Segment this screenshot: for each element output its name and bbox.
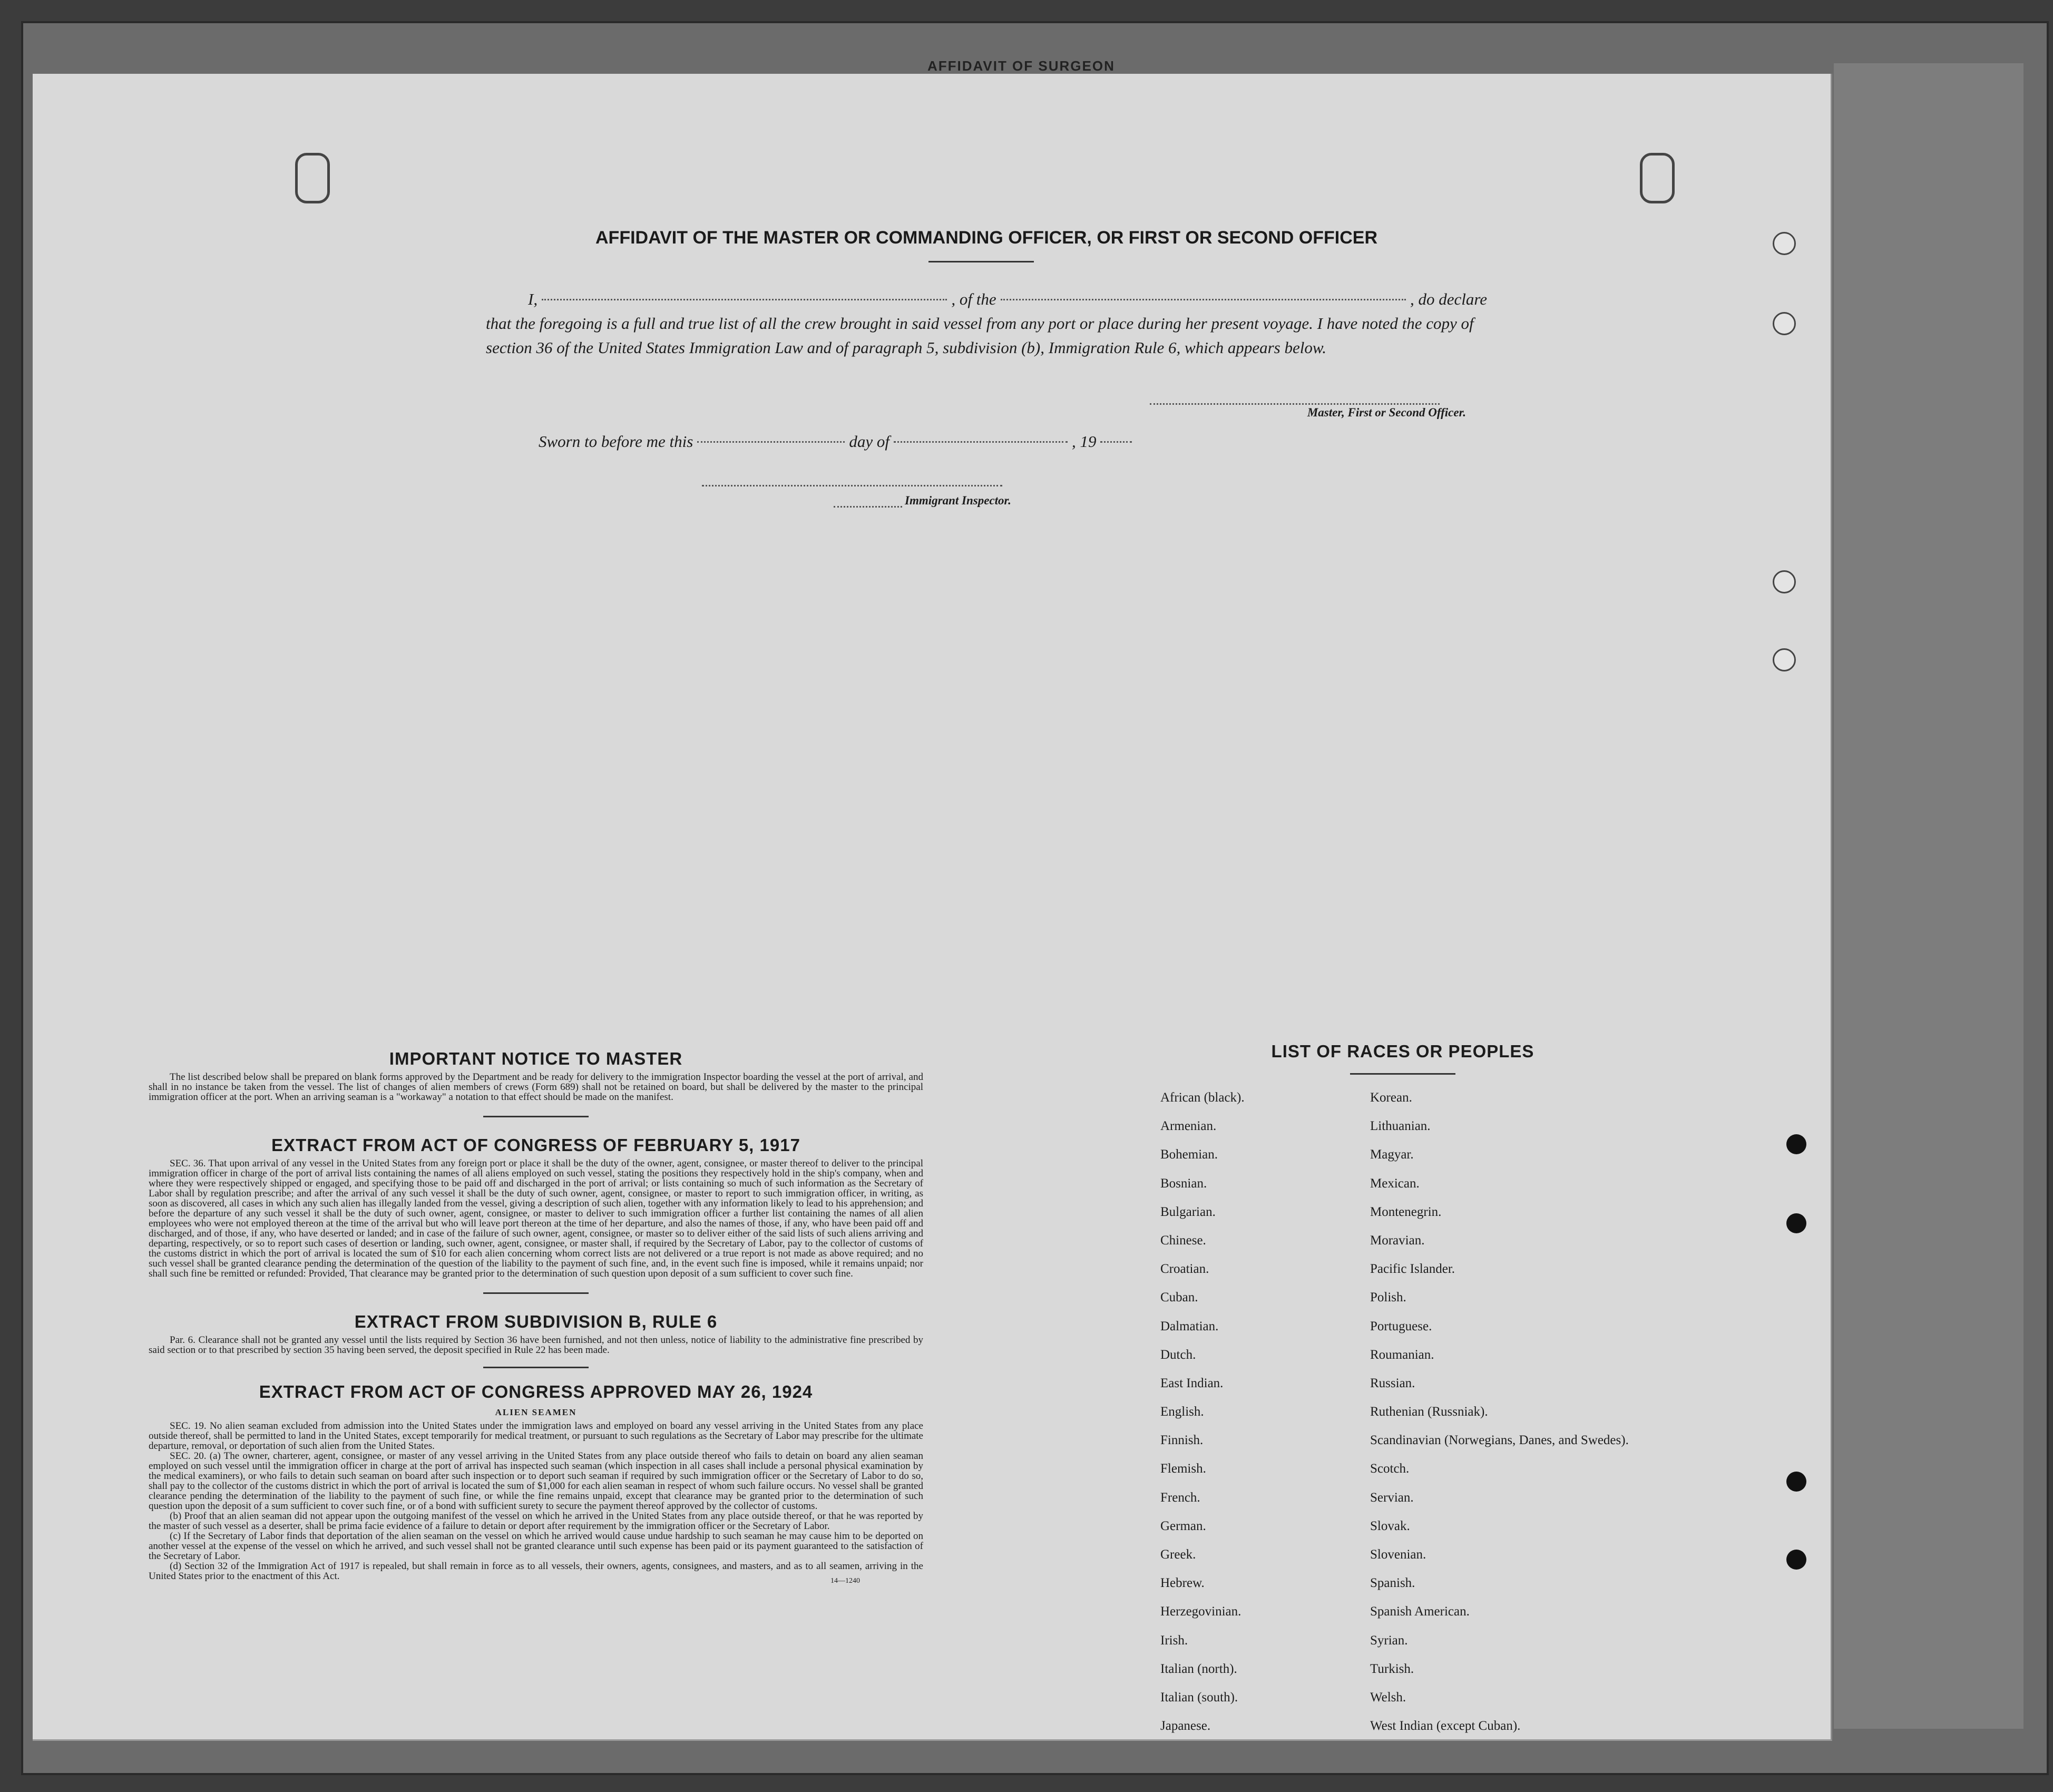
extract3-paragraph: SEC. 20. (a) The owner, charterer, agent, consignee, or master of any vessel arriving in the United States from any place outside thereof who fails to detain on board any alien seaman employed on such vessel until the immigration officer in charge at the port of arrival has inspected such seaman (which inspection in all cases shall include a personal physical examination by the medical examiners), or who fails to detain such seaman on board after such inspection or to deport such seaman if required by such immigration officer or the Secretary of Labor to do so, shall pay to the collector of the customs district in which the port of arrival is located the sum of $1,000 for each alien seaman in respect of whom such failure occurs. No vessel shall be granted clearance pending the determination of the liability to the payment of such fine, or while the fine remains unpaid, except that clearance may be granted prior to the determination of such question upon the deposit of a sum sufficient to cover such fine, or of a bond with sufficient surety to secure the payment thereof approved by the collector of customs. (149, 1450, 923, 1512)
race-item: Spanish. (1370, 1576, 1415, 1591)
race-item: West Indian (except Cuban). (1370, 1719, 1521, 1733)
extract2-text: Par. 6. Clearance shall not be granted any vessel until the lists required by Section 36 have been furnished, and not then unless, notice of liability to the administrative fine prescribed by said section or to that prescribed by section 35 having been served, the deposit specified in Rule 22 has been made. (149, 1335, 923, 1356)
paper-clip-icon (1640, 153, 1675, 203)
sworn-year-field (1100, 441, 1132, 443)
race-item: Greek. (1160, 1547, 1196, 1562)
background-sheet-title: AFFIDAVIT OF SURGEON (927, 58, 1115, 74)
punch-hole-icon (1786, 1472, 1806, 1492)
race-item: English. (1160, 1405, 1204, 1419)
punch-hole-icon (1773, 312, 1796, 335)
race-item: Dalmatian. (1160, 1319, 1219, 1333)
extract3-subtitle: ALIEN SEAMEN (495, 1407, 577, 1417)
race-item: Portuguese. (1370, 1319, 1432, 1333)
race-item: Italian (south). (1160, 1690, 1238, 1705)
race-item: Italian (north). (1160, 1661, 1237, 1676)
sworn-line (539, 432, 1197, 451)
race-item: Russian. (1370, 1376, 1415, 1390)
notice-text: The list described below shall be prepared on blank forms approved by the Department and be ready for delivery to the immigration Inspector boarding the vessel at the port of arrival, and shall in no instance be taken from the vessel. The list of changes of alien members of crews (Form 689) shall not be retained on board, but shall be delivered by the master to the principal immigration officer at the port. When an arriving seaman is a "workaway" a notation to that effect should be made on the manifest. (149, 1072, 923, 1103)
race-item: Mexican. (1370, 1176, 1420, 1191)
affidavit-line1-mid: , of the (951, 290, 996, 308)
signature-label: Master, First or Second Officer. (1307, 406, 1466, 419)
punch-hole-icon (1786, 1213, 1806, 1233)
inspector-signature-line (834, 506, 902, 508)
race-item: Slovenian. (1370, 1547, 1426, 1562)
race-item: East Indian. (1160, 1376, 1224, 1390)
punch-hole-icon (1773, 570, 1796, 593)
sworn-day-field (697, 441, 845, 443)
races-left-column (1160, 1091, 1361, 1741)
race-item: Ruthenian (Russniak). (1370, 1405, 1488, 1419)
sworn-year-label: , 19 (1071, 432, 1097, 451)
race-item: Spanish American. (1370, 1604, 1470, 1619)
divider (1350, 1073, 1455, 1075)
race-item: Polish. (1370, 1290, 1406, 1305)
race-item: Syrian. (1370, 1633, 1408, 1648)
divider (483, 1367, 589, 1368)
divider (483, 1292, 589, 1294)
sworn-month-field (894, 441, 1068, 443)
race-item: Magyar. (1370, 1147, 1414, 1162)
extract3-paragraph: (b) Proof that an alien seaman did not appear upon the outgoing manifest of the vessel on which he arrived in the United States from any place outside thereof, or that he was reported by the master of such vessel as a deserter, shall be prima facie evidence of a failure to detain or deport after requirement by the immigration officer or the Secretary of Labor. (149, 1511, 923, 1532)
race-item: Slovak. (1370, 1518, 1410, 1533)
vessel-field (1001, 299, 1406, 300)
race-item: African (black). (1160, 1090, 1245, 1105)
race-item: French. (1160, 1490, 1200, 1505)
extract1-text: SEC. 36. That upon arrival of any vessel in the United States from any foreign port or place it shall be the duty of the owner, agent, consignee, or master thereof to deliver to the principal immigration officer in charge of the port of arrival lists containing the names of all aliens employed on such vessel, stating the positions they respectively hold in the ship's company, when and where they were respectively shipped or engaged, and specifying those to be paid off and discharged in the port of arrival; or lists containing so much of such information as the Secretary of Labor shall by regulation prescribe; and after the arrival of any such vessel it shall be the duty of such owner, agent, consignee, or master to report to such immigration officer, in writing, as soon as discovered, all cases in which any such alien has illegally landed from the vessel, giving a description of such alien, together with any information likely to lead to his apprehension; and before the departure of any such vessel it shall be the duty of such owner, agent, consignee, or master to deliver to such immigration officer a further list containing the names of all alien employees who were not employed thereon at the time of the arrival but who will leave port thereon at the time of her departure, and also the names of those, if any, who have been paid off and discharged, and of those, if any, who have deserted or landed; and in case of the failure of such owner, agent, consignee, or master so to deliver either of the said lists of such aliens arriving and departing, respectively, or so to report such cases of desertion or landing, such owner, agent, consignee, or master shall, if required by the Secretary of Labor, pay to the collector of customs of the customs district in which the port of arrival is located the sum of $10 for each alien concerning whom correct lists are not delivered or a true report is not made as above required; and no such vessel shall be granted clearance pending the determination of the question of the liability to the payment of such fine, and, in the event such fine is imposed, while it remains unpaid; nor shall such fine be remitted or refunded: Provided, That clearance may be granted prior to the determination of such question upon deposit of a sum sufficient to cover such fine. (149, 1158, 923, 1279)
extract1-title: EXTRACT FROM ACT OF CONGRESS OF FEBRUARY 5, 1917 (271, 1135, 800, 1155)
affidavit-line1-end: , do declare (1410, 290, 1488, 308)
document-page (33, 74, 1832, 1741)
race-item: Pacific Islander. (1370, 1262, 1455, 1277)
race-item: Bulgarian. (1160, 1204, 1216, 1219)
race-item: Finnish. (1160, 1433, 1204, 1448)
race-item: Bohemian. (1160, 1147, 1218, 1162)
race-item: Welsh. (1370, 1690, 1406, 1705)
sworn-day-label: day of (849, 432, 889, 451)
inspector-signature-line (702, 485, 1002, 486)
extract3-title: EXTRACT FROM ACT OF CONGRESS APPROVED MAY 26, 1924 (259, 1382, 813, 1401)
race-item: Servian. (1370, 1490, 1414, 1505)
signature-line (1150, 403, 1440, 405)
race-item: Herzegovinian. (1160, 1604, 1241, 1619)
name-field (542, 299, 947, 300)
race-item: Japanese. (1160, 1719, 1211, 1733)
divider (928, 261, 1034, 262)
race-item: German. (1160, 1518, 1206, 1533)
race-item: Bosnian. (1160, 1176, 1207, 1191)
notice-title: IMPORTANT NOTICE TO MASTER (389, 1049, 683, 1068)
affidavit-title: AFFIDAVIT OF THE MASTER OR COMMANDING OFFICER, OR FIRST OR SECOND OFFICER (595, 228, 1377, 248)
race-item: Irish. (1160, 1633, 1188, 1648)
paper-clip-icon (295, 153, 330, 203)
races-right-column (1370, 1091, 1644, 1741)
race-item: Chinese. (1160, 1233, 1206, 1248)
race-item: Roumanian. (1370, 1347, 1434, 1362)
punch-hole-icon (1786, 1550, 1806, 1570)
race-item: Croatian. (1160, 1262, 1209, 1277)
affidavit-text (486, 287, 1487, 360)
affidavit-body: that the foregoing is a full and true list of all the crew brought in said vessel from any port or place during her present voyage. I have noted the copy of section 36 of the United States Immigration Law and of paragraph 5, subdivision (b), Immigration Rule 6, which appears below. (486, 314, 1474, 357)
race-item: Lithuanian. (1370, 1119, 1431, 1134)
extract2-title: EXTRACT FROM SUBDIVISION B, RULE 6 (354, 1312, 718, 1331)
punch-hole-icon (1773, 648, 1796, 671)
extract3-paragraph: SEC. 19. No alien seaman excluded from admission into the United States under the immigration laws and employed on board any vessel arriving in the United States from any place outside thereof, shall be permitted to land in the United States, except temporarily for medical treatment, or pursuant to such regulations as the Secretary of Labor may prescribe for the ultimate departure, removal, or deportation of such alien from the United States. (149, 1420, 923, 1452)
extract3-paragraph: (c) If the Secretary of Labor finds that deportation of the alien seaman on the vessel on which he arrived would cause undue hardship to such seaman he may cause him to be deported on another vessel at the expense of the vessel on which he arrived, and such vessel shall not be granted clearance until such expense has been paid or its payment guaranteed to the satisfaction of the Secretary of Labor. (149, 1531, 923, 1562)
race-item: Korean. (1370, 1090, 1412, 1105)
underlying-page-edge (1834, 63, 2023, 1729)
extract3-paragraph: (d) Section 32 of the Immigration Act of 1917 is repealed, but shall remain in force as to all vessels, their owners, agents, consignees, and masters, and as to all seamen, arriving in the United States prior to the enactment of this Act. (149, 1561, 923, 1582)
affidavit-line1-start: I, (528, 290, 538, 308)
race-item: Scotch. (1370, 1462, 1410, 1476)
race-item: Turkish. (1370, 1661, 1414, 1676)
punch-hole-icon (1786, 1134, 1806, 1154)
race-item: Cuban. (1160, 1290, 1198, 1305)
race-item: Moravian. (1370, 1233, 1425, 1248)
inspector-label: Immigrant Inspector. (905, 494, 1011, 507)
race-item: Scandinavian (Norwegians, Danes, and Swedes). (1370, 1433, 1629, 1448)
race-item: Montenegrin. (1370, 1204, 1442, 1219)
race-item: Hebrew. (1160, 1576, 1205, 1591)
sworn-start: Sworn to before me this (539, 432, 693, 451)
race-item: Flemish. (1160, 1462, 1206, 1476)
form-number: 14—1240 (830, 1577, 860, 1585)
punch-hole-icon (1773, 232, 1796, 255)
race-item: Dutch. (1160, 1347, 1196, 1362)
divider (483, 1116, 589, 1117)
race-item: Armenian. (1160, 1119, 1217, 1134)
legal-notices (149, 1049, 923, 1585)
races-title: LIST OF RACES OR PEOPLES (1271, 1041, 1534, 1061)
